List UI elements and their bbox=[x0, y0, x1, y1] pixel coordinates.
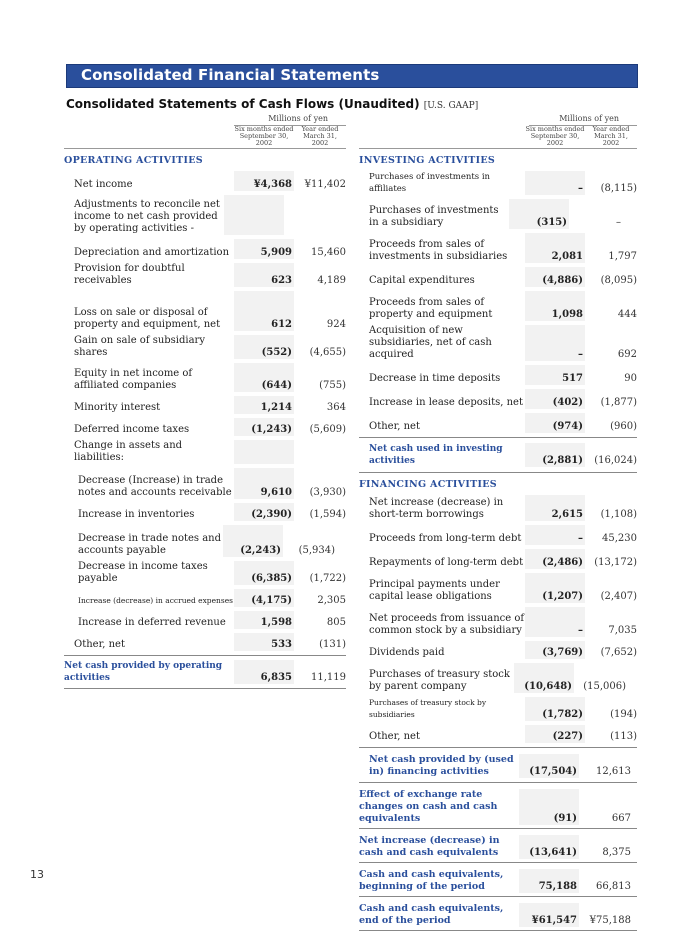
prior-period-value: (5,934) bbox=[298, 545, 335, 556]
current-period-value: 533 bbox=[234, 633, 294, 651]
period-current-line2: September 30, 2002 bbox=[239, 132, 289, 147]
current-period-value: (227) bbox=[525, 725, 585, 743]
section-banner bbox=[66, 64, 638, 88]
row-label: Increase in deferred revenue bbox=[78, 617, 226, 628]
current-period-value: (1,243) bbox=[234, 418, 294, 436]
row-label: Minority interest bbox=[74, 402, 161, 413]
row-label: Other, net bbox=[74, 639, 125, 650]
current-period-value: (2,486) bbox=[525, 549, 585, 569]
summary-rows bbox=[359, 783, 637, 931]
period-current-line1: Six months ended bbox=[234, 125, 294, 133]
operating-row bbox=[64, 263, 346, 291]
period-current-left bbox=[234, 126, 294, 148]
current-period-value: 623 bbox=[234, 263, 294, 287]
prior-period-value: 667 bbox=[611, 813, 631, 824]
current-period-value: 6,835 bbox=[234, 660, 294, 684]
current-period-value: (3,769) bbox=[525, 641, 585, 659]
prior-period-value: (16,024) bbox=[594, 455, 637, 466]
current-period-value: – bbox=[525, 325, 585, 361]
right-column bbox=[359, 113, 637, 931]
prior-period-value: (5,609) bbox=[309, 424, 346, 435]
current-period-value: – bbox=[525, 171, 585, 195]
current-period-value: 1,098 bbox=[525, 291, 585, 321]
row-label: Adjustments to reconcile net income to net cash provided by operating activities - bbox=[74, 199, 220, 234]
current-period-value: 2,615 bbox=[525, 495, 585, 521]
row-label: Decrease (Increase) in trade notes and accounts receivable bbox=[78, 475, 232, 498]
current-period-value: 5,909 bbox=[234, 239, 294, 259]
banner-title: Consolidated Financial Statements bbox=[81, 66, 380, 84]
operating-row bbox=[64, 171, 346, 195]
current-period-value: (402) bbox=[525, 389, 585, 409]
financing-row bbox=[359, 495, 637, 525]
financing-activities-title: FINANCING ACTIVITIES bbox=[359, 479, 497, 490]
gaap-note: [U.S. GAAP] bbox=[423, 101, 479, 111]
row-label: Depreciation and amortization bbox=[74, 247, 230, 258]
operating-row bbox=[64, 633, 346, 655]
financing-row bbox=[359, 607, 637, 641]
operating-row bbox=[64, 418, 346, 440]
operating-row bbox=[64, 503, 346, 525]
summary-row bbox=[359, 783, 637, 829]
operating-row bbox=[64, 589, 346, 611]
prior-period-value: 444 bbox=[617, 309, 637, 320]
period-prior-left bbox=[294, 126, 346, 148]
prior-period-value: 4,189 bbox=[317, 275, 346, 286]
current-period-value: 1,214 bbox=[234, 396, 294, 414]
investing-row bbox=[359, 199, 637, 233]
row-label: Repayments of long-term debt bbox=[369, 557, 524, 568]
page-number: 13 bbox=[30, 868, 44, 881]
financing-row bbox=[359, 697, 637, 725]
prior-period-value: 1,797 bbox=[608, 251, 637, 262]
operating-row bbox=[64, 363, 346, 396]
row-label: Purchases of investments in affiliates bbox=[369, 172, 491, 194]
left-column bbox=[64, 113, 346, 689]
operating-rows bbox=[64, 171, 346, 689]
financing-rows bbox=[359, 495, 637, 783]
row-label: Deferred income taxes bbox=[74, 424, 190, 435]
prior-period-value: (755) bbox=[319, 380, 346, 391]
current-period-value: (13,641) bbox=[519, 835, 579, 859]
current-period-value: – bbox=[525, 607, 585, 637]
operating-row bbox=[64, 239, 346, 263]
current-period-value: – bbox=[525, 525, 585, 545]
prior-period-value: 692 bbox=[617, 349, 637, 360]
current-period-value: (4,175) bbox=[234, 589, 294, 607]
prior-period-value: 11,119 bbox=[311, 672, 346, 683]
investing-row bbox=[359, 267, 637, 291]
current-period-value: 2,081 bbox=[525, 233, 585, 263]
current-period-value: (2,243) bbox=[223, 525, 283, 557]
current-period-value: (6,385) bbox=[234, 561, 294, 585]
current-period-value: (974) bbox=[525, 413, 585, 433]
prior-period-value: (1,108) bbox=[600, 509, 637, 520]
row-label: Proceeds from long-term debt bbox=[369, 533, 522, 544]
current-period-value: (2,390) bbox=[234, 503, 294, 521]
prior-period-value: (8,115) bbox=[600, 183, 637, 194]
row-label: Net cash provided by (used in) financing activities bbox=[369, 754, 514, 777]
row-label: Capital expenditures bbox=[369, 275, 475, 286]
operating-total-row bbox=[64, 655, 346, 689]
row-label: Proceeds from sales of property and equipment bbox=[369, 297, 493, 320]
row-label: Equity in net income of affiliated companies bbox=[74, 368, 193, 391]
current-period-value: (315) bbox=[509, 199, 569, 229]
row-label: Change in assets and liabilities: bbox=[74, 440, 183, 463]
prior-period-value: 8,375 bbox=[602, 847, 631, 858]
investing-row bbox=[359, 365, 637, 389]
prior-period-value: (15,006) bbox=[583, 681, 626, 692]
operating-activities-title: OPERATING ACTIVITIES bbox=[64, 155, 203, 166]
row-label: Acquisition of new subsidiaries, net of cash acquired bbox=[369, 325, 492, 360]
row-label: Purchases of treasury stock by parent company bbox=[369, 669, 510, 692]
prior-period-value: (194) bbox=[610, 709, 637, 720]
prior-period-value: 90 bbox=[624, 373, 637, 384]
prior-period-value: (1,877) bbox=[600, 397, 637, 408]
current-period-value bbox=[224, 195, 284, 235]
row-label: Net increase (decrease) in short-term borrowings bbox=[369, 497, 504, 520]
prior-period-value: 364 bbox=[326, 402, 346, 413]
summary-row bbox=[359, 829, 637, 863]
period-prior-line1: Year ended bbox=[592, 125, 630, 133]
prior-period-value: (8,095) bbox=[600, 275, 637, 286]
prior-period-value: (7,652) bbox=[600, 647, 637, 658]
prior-period-value: (1,594) bbox=[309, 509, 346, 520]
period-prior-right bbox=[585, 126, 637, 148]
current-period-value: (644) bbox=[234, 363, 294, 392]
financing-row bbox=[359, 573, 637, 607]
investing-row bbox=[359, 171, 637, 199]
current-period-value: (17,504) bbox=[519, 754, 579, 778]
operating-row bbox=[64, 468, 346, 503]
period-current-line1: Six months ended bbox=[525, 125, 585, 133]
row-label: Purchases of treasury stock by subsidiaries bbox=[369, 698, 487, 719]
row-label: Proceeds from sales of investments in subsidiaries bbox=[369, 239, 508, 262]
prior-period-value: (113) bbox=[610, 731, 637, 742]
operating-row bbox=[64, 561, 346, 589]
row-label: Decrease in trade notes and accounts payable bbox=[78, 533, 222, 556]
financing-row bbox=[359, 549, 637, 573]
investing-row bbox=[359, 389, 637, 413]
prior-period-value: (13,172) bbox=[594, 557, 637, 568]
prior-period-value: (2,407) bbox=[600, 591, 637, 602]
row-label: Net cash provided by operating activities bbox=[64, 661, 223, 683]
row-label: Purchases of investments in a subsidiary bbox=[369, 205, 499, 228]
current-period-value: 612 bbox=[234, 291, 294, 331]
row-label: Increase in lease deposits, net bbox=[369, 397, 523, 408]
operating-row bbox=[64, 335, 346, 363]
current-period-value: (1,207) bbox=[525, 573, 585, 603]
financing-row bbox=[359, 641, 637, 663]
current-period-value: (10,648) bbox=[514, 663, 574, 693]
current-period-value: ¥61,547 bbox=[519, 903, 579, 927]
prior-period-value: 45,230 bbox=[602, 533, 637, 544]
current-period-value: (1,782) bbox=[525, 697, 585, 721]
operating-row bbox=[64, 440, 346, 468]
operating-row bbox=[64, 525, 346, 561]
row-label: Cash and cash equivalents, end of the period bbox=[359, 903, 504, 926]
period-header-right bbox=[359, 126, 637, 148]
row-label: Principal payments under capital lease obligations bbox=[369, 579, 500, 602]
investing-row bbox=[359, 291, 637, 325]
row-label: Other, net bbox=[369, 731, 420, 742]
prior-period-value: 7,035 bbox=[608, 625, 637, 636]
prior-period-value: (131) bbox=[319, 639, 346, 650]
current-period-value bbox=[234, 440, 294, 464]
prior-period-value: 2,305 bbox=[317, 595, 346, 606]
financing-total-row bbox=[359, 747, 637, 783]
period-prior-line2: March 31, 2002 bbox=[594, 132, 628, 147]
current-period-value: 1,598 bbox=[234, 611, 294, 629]
row-label: Other, net bbox=[369, 421, 420, 432]
current-period-value: (91) bbox=[519, 789, 579, 825]
summary-row bbox=[359, 863, 637, 897]
prior-period-value: 805 bbox=[326, 617, 346, 628]
row-label: Loss on sale or disposal of property and equipment, net bbox=[74, 307, 221, 330]
row-label: Increase in inventories bbox=[78, 509, 195, 520]
prior-period-value: ¥75,188 bbox=[589, 915, 631, 926]
operating-row bbox=[64, 611, 346, 633]
prior-period-value: – bbox=[616, 217, 621, 228]
operating-row bbox=[64, 195, 346, 239]
operating-row bbox=[64, 291, 346, 335]
summary-row bbox=[359, 897, 637, 931]
financing-row bbox=[359, 525, 637, 549]
row-label: Net cash used in investing activities bbox=[369, 444, 503, 466]
prior-period-value: (3,930) bbox=[309, 487, 346, 498]
current-period-value: 9,610 bbox=[234, 468, 294, 499]
prior-period-value: 924 bbox=[326, 319, 346, 330]
prior-period-value: ¥11,402 bbox=[304, 179, 346, 190]
period-current-line2: September 30, 2002 bbox=[530, 132, 580, 147]
row-label: Decrease in time deposits bbox=[369, 373, 501, 384]
financing-row bbox=[359, 663, 637, 697]
current-period-value: 75,188 bbox=[519, 869, 579, 893]
prior-period-value: 66,813 bbox=[596, 881, 631, 892]
row-label: Increase (decrease) in accrued expenses bbox=[78, 596, 234, 605]
row-label: Cash and cash equivalents, beginning of the period bbox=[359, 869, 504, 892]
investing-total-row bbox=[359, 437, 637, 473]
row-label: Net proceeds from issuance of common stock by a subsidiary bbox=[369, 613, 525, 636]
period-prior-line2: March 31, 2002 bbox=[303, 132, 337, 147]
current-period-value: ¥4,368 bbox=[234, 171, 294, 191]
row-label: Dividends paid bbox=[369, 647, 445, 658]
period-header-left bbox=[64, 126, 346, 148]
current-period-value: (2,881) bbox=[525, 443, 585, 467]
current-period-value: 517 bbox=[525, 365, 585, 385]
units-label-left: Millions of yen bbox=[268, 114, 328, 123]
row-label: Net increase (decrease) in cash and cash equivalents bbox=[359, 835, 500, 858]
operating-row bbox=[64, 396, 346, 418]
prior-period-value: 12,613 bbox=[596, 766, 631, 777]
statement-title-text: Consolidated Statements of Cash Flows (Unaudited) bbox=[66, 97, 420, 111]
prior-period-value: (4,655) bbox=[309, 347, 346, 358]
prior-period-value: 15,460 bbox=[311, 247, 346, 258]
investing-rows bbox=[359, 171, 637, 473]
period-current-right bbox=[525, 126, 585, 148]
investing-row bbox=[359, 325, 637, 365]
current-period-value: (552) bbox=[234, 335, 294, 359]
row-label: Net income bbox=[74, 179, 133, 190]
row-label: Effect of exchange rate changes on cash and cash equivalents bbox=[359, 789, 498, 824]
current-period-value: (4,886) bbox=[525, 267, 585, 287]
investing-row bbox=[359, 233, 637, 267]
prior-period-value: (960) bbox=[610, 421, 637, 432]
investing-row bbox=[359, 413, 637, 437]
row-label: Decrease in income taxes payable bbox=[78, 561, 208, 584]
period-prior-line1: Year ended bbox=[301, 125, 339, 133]
investing-activities-title: INVESTING ACTIVITIES bbox=[359, 155, 496, 166]
statement-title bbox=[66, 97, 478, 111]
prior-period-value: (1,722) bbox=[309, 573, 346, 584]
financing-row bbox=[359, 725, 637, 747]
row-label: Gain on sale of subsidiary shares bbox=[74, 335, 205, 358]
units-label-right: Millions of yen bbox=[559, 114, 619, 123]
row-label: Provision for doubtful receivables bbox=[74, 263, 185, 286]
